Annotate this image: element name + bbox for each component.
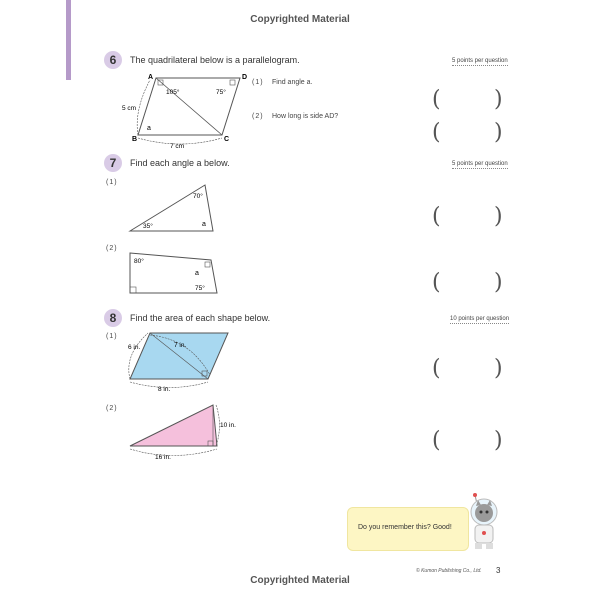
points-label-7: 5 points per question [452, 161, 508, 167]
tri-base-16in: 16 in. [155, 454, 171, 461]
q7-sub2-num: (2) [106, 245, 118, 252]
copyright-text: © Kumon Publishing Co., Ltd. [416, 568, 482, 574]
answer-close-8-2: ) [494, 428, 503, 453]
vertex-b: B [132, 136, 138, 143]
question-number-8: 8 [104, 309, 122, 327]
q6-sub2-text: How long is side AD? [272, 113, 339, 120]
answer-close-7-1: ) [494, 204, 503, 229]
q7-sub1-num: (1) [106, 179, 118, 186]
points-label-8: 10 points per question [450, 316, 510, 322]
speech-bubble [347, 507, 469, 551]
parallelogram-area-figure [120, 325, 230, 395]
answer-close-8-1: ) [494, 356, 503, 381]
side-5cm: 5 cm [122, 105, 137, 112]
triangle-figure [125, 180, 225, 240]
watermark-top: Copyrighted Material [250, 14, 350, 25]
answer-open-7-1: ( [432, 204, 441, 229]
answer-close-7-2: ) [494, 270, 503, 295]
points-label-6: 5 points per question [452, 58, 508, 64]
tri-angle-70: 70° [193, 193, 203, 200]
question-8-text: Find the area of each shape below. [130, 313, 271, 323]
vertex-c: C [224, 136, 230, 143]
quad-angle-a: a [195, 270, 199, 277]
q8-sub1-num: (1) [106, 333, 118, 340]
angle-105: 105° [166, 89, 180, 96]
q8-sub2-num: (2) [106, 405, 118, 412]
watermark-bottom: Copyrighted Material [250, 575, 350, 586]
angle-a-label: a [147, 125, 151, 132]
q6-sub1-num: (1) [252, 79, 264, 86]
answer-open-7-2: ( [432, 270, 441, 295]
accent-bar [66, 0, 71, 80]
parallelogram-figure [120, 70, 250, 150]
quadrilateral-figure [125, 248, 225, 298]
vertex-a: A [148, 74, 154, 81]
question-number-6: 6 [104, 51, 122, 69]
tri-angle-a: a [202, 221, 206, 228]
speech-bubble-text: Do you remember this? Good! [358, 524, 452, 531]
question-7-text: Find each angle a below. [130, 158, 230, 168]
answer-open-8-1: ( [432, 356, 441, 381]
quad-angle-80: 80° [134, 258, 144, 265]
answer-close-6-1: ) [494, 87, 503, 112]
answer-open-6-1: ( [432, 87, 441, 112]
answer-close-6-2: ) [494, 120, 503, 145]
para-diag-7in: 7 in. [174, 342, 187, 349]
vertex-d: D [242, 74, 248, 81]
cat-astronaut-icon [463, 492, 505, 552]
answer-open-6-2: ( [432, 120, 441, 145]
q6-sub2-num: (2) [252, 113, 264, 120]
triangle-area-figure [125, 400, 245, 465]
para-base-8in: 8 in. [158, 386, 171, 393]
tri-angle-35: 35° [143, 223, 153, 230]
q6-sub1-text: Find angle a. [272, 79, 313, 86]
tri-height-10in: 10 in. [220, 422, 236, 429]
quad-angle-75: 75° [195, 285, 205, 292]
question-number-7: 7 [104, 154, 122, 172]
angle-75: 75° [216, 89, 226, 96]
para-side-6in: 6 in. [128, 344, 141, 351]
side-7cm: 7 cm [170, 143, 185, 150]
question-6-text: The quadrilateral below is a parallelogram. [130, 55, 300, 65]
answer-open-8-2: ( [432, 428, 441, 453]
page-number: 3 [496, 566, 501, 575]
